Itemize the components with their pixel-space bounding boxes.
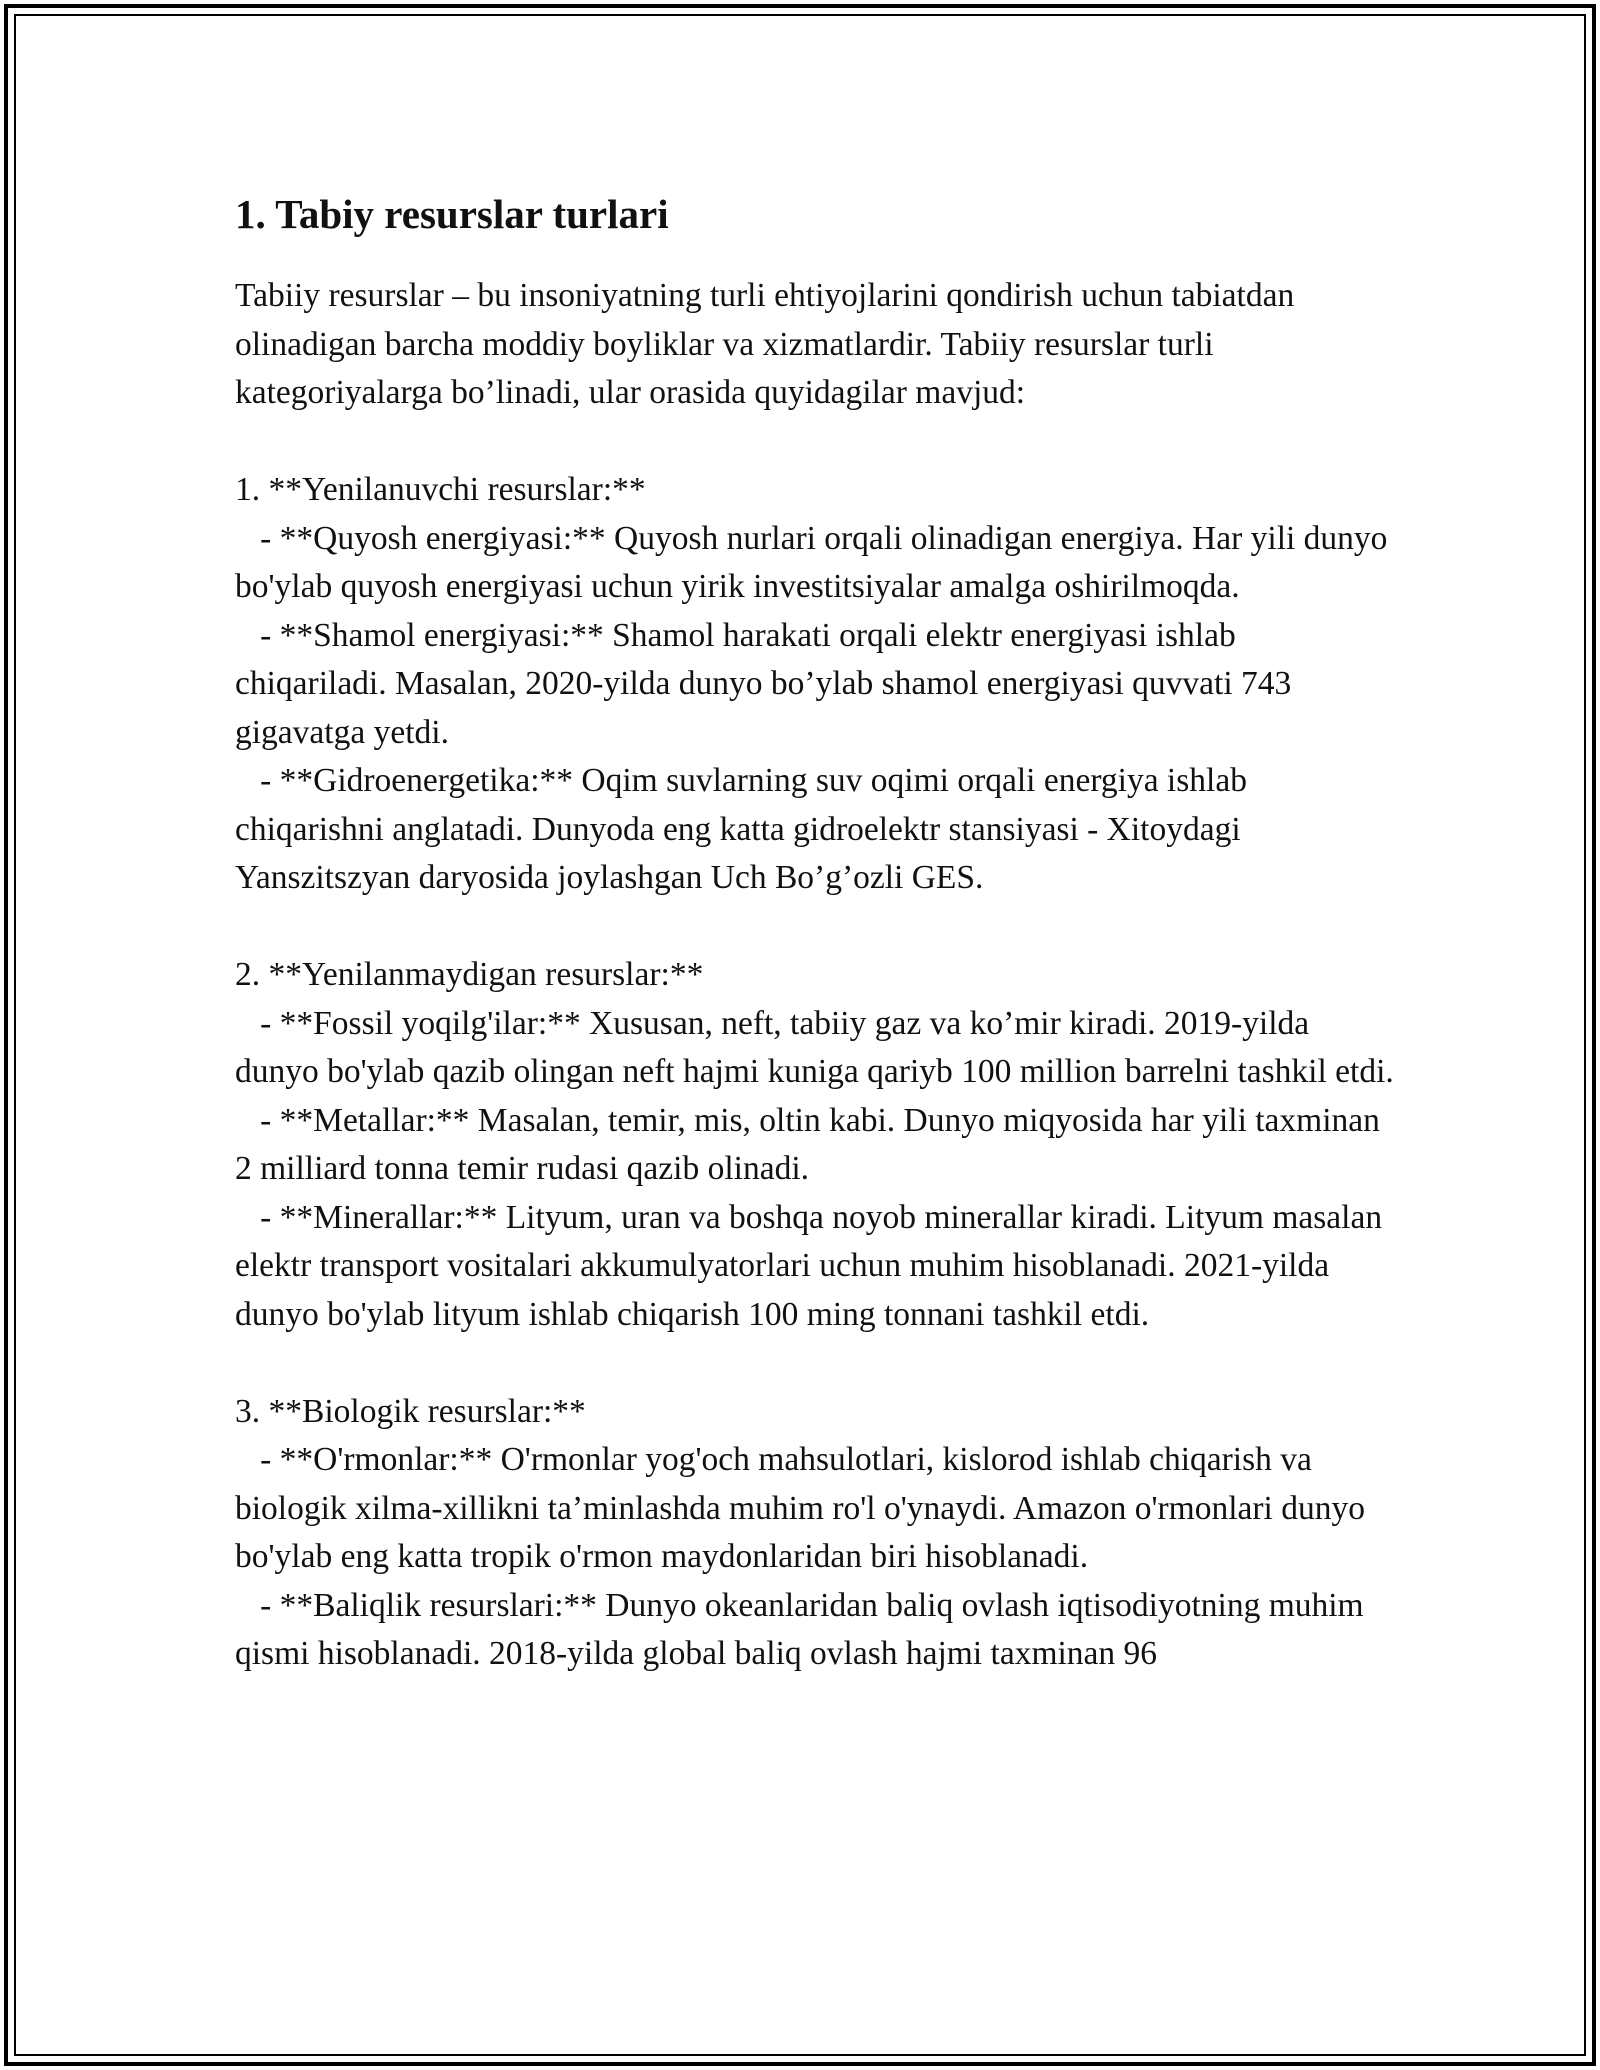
section-renewable xyxy=(235,466,1395,903)
list-item: - **Metallar:** Masalan, temir, mis, oltin kabi. Dunyo miqyosida har yili taxminan 2 milliard tonna temir rudasi qazib olinadi. xyxy=(235,1101,1380,1187)
section-title: 2. **Yenilanmaydigan resurslar:** xyxy=(235,956,704,993)
section-heading: 1. Tabiy resurslar turlari xyxy=(235,191,669,237)
section-nonrenewable xyxy=(235,951,1395,1339)
section-title: 1. **Yenilanuvchi resurslar:** xyxy=(235,471,646,508)
list-item: - **Quyosh energiyasi:** Quyosh nurlari orqali olinadigan energiya. Har yili dunyo bo'ylab quyosh energiyasi uchun yirik investitsiyalar amalga oshirilmoqda. xyxy=(235,519,1388,605)
list-item: - **Shamol energiyasi:** Shamol harakati orqali elektr energiyasi ishlab chiqariladi. Masalan, 2020-yilda dunyo bo’ylab shamol energiyasi quvvati 743 gigavatga yetdi. xyxy=(235,616,1292,751)
section-biological xyxy=(235,1388,1395,1679)
intro-paragraph: Tabiiy resurslar – bu insoniyatning turli ehtiyojlarini qondirish uchun tabiatdan olinadigan barcha moddiy boyliklar va xizmatlardir. Tabiiy resurslar turli kategoriyalarga bo’linadi, ular orasida quyidagilar mavjud: xyxy=(235,277,1295,411)
list-item: - **Baliqlik resurslari:** Dunyo okeanlaridan baliq ovlash iqtisodiyotning muhim qismi hisoblanadi. 2018-yilda global baliq ovlash hajmi taxminan 96 xyxy=(235,1586,1364,1672)
list-item: - **Gidroenergetika:** Oqim suvlarning suv oqimi orqali energiya ishlab chiqarishni anglatadi. Dunyoda eng katta gidroelektr stansiyasi - Xitoydagi Yanszitszyan daryosida joylashgan Uch Bo’g’ozli GES. xyxy=(235,762,1247,896)
list-item: - **Fossil yoqilg'ilar:** Xususan, neft, tabiiy gaz va ko’mir kiradi. 2019-yilda dunyo bo'ylab qazib olingan neft hajmi kuniga qariyb 100 million barrelni tashkil etdi. xyxy=(235,1004,1394,1090)
list-item: - **Minerallar:** Lityum, uran va boshqa noyob minerallar kiradi. Lityum masalan elektr transport vositalari akkumulyatorlari uchun muhim hisoblanadi. 2021-yilda dunyo bo'ylab lityum ishlab chiqarish 100 ming tonnani tashkil etdi. xyxy=(235,1198,1383,1333)
list-item: - **O'rmonlar:** O'rmonlar yog'och mahsulotlari, kislorod ishlab chiqarish va biologik xilma-xillikni ta’minlashda muhim ro'l o'ynaydi. Amazon o'rmonlari dunyo bo'ylab eng katta tropik o'rmon maydonlaridan biri hisoblanadi. xyxy=(235,1441,1365,1575)
section-title: 3. **Biologik resurslar:** xyxy=(235,1392,586,1430)
document-content xyxy=(235,190,1395,1679)
